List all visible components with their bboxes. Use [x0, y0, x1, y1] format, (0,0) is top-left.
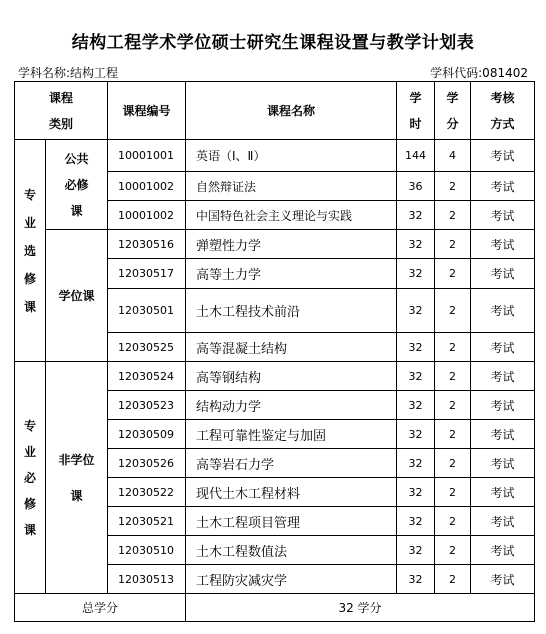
course-credits: 2 — [435, 230, 471, 259]
course-name: 高等岩石力学 — [186, 449, 397, 478]
category-char: 课 — [23, 299, 36, 314]
category-elective — [15, 140, 46, 362]
total-value: 32 学分 — [186, 594, 535, 622]
course-code: 12030516 — [108, 230, 186, 259]
header-category-line2: 类别 — [49, 116, 74, 131]
course-code: 10001001 — [108, 140, 186, 172]
course-code: 12030522 — [108, 478, 186, 507]
course-credits: 4 — [435, 140, 471, 172]
page-title: 结构工程学术学位硕士研究生课程设置与教学计划表 — [71, 33, 475, 53]
course-credits: 2 — [435, 172, 471, 201]
table-row — [15, 230, 535, 259]
course-code: 12030517 — [108, 259, 186, 289]
course-code: 12030521 — [108, 507, 186, 536]
course-hours: 32 — [397, 420, 435, 449]
header-credits — [435, 82, 471, 140]
course-code: 12030510 — [108, 536, 186, 565]
course-credits: 2 — [435, 289, 471, 333]
category-char: 选 — [23, 243, 36, 258]
header-exam — [471, 82, 535, 140]
course-credits: 2 — [435, 449, 471, 478]
table-row — [15, 362, 535, 391]
course-exam: 考试 — [471, 289, 535, 333]
course-exam: 考试 — [471, 478, 535, 507]
category-char: 修 — [23, 271, 36, 286]
group-line: 课 — [70, 203, 83, 218]
course-hours: 32 — [397, 565, 435, 594]
category-char: 专 — [23, 187, 36, 202]
course-hours: 36 — [397, 172, 435, 201]
course-name: 土木工程数值法 — [186, 536, 397, 565]
course-credits: 2 — [435, 565, 471, 594]
group-line: 必修 — [64, 177, 89, 192]
header-hours-line1: 学 — [409, 90, 422, 105]
course-code: 12030523 — [108, 391, 186, 420]
header-credits-line1: 学 — [446, 90, 459, 105]
group-line: 非学位 — [58, 452, 95, 467]
category-char: 必 — [23, 470, 36, 485]
course-code: 12030513 — [108, 565, 186, 594]
category-char: 修 — [23, 496, 36, 511]
course-name: 高等钢结构 — [186, 362, 397, 391]
course-exam: 考试 — [471, 391, 535, 420]
course-name: 工程可靠性鉴定与加固 — [186, 420, 397, 449]
course-credits: 2 — [435, 201, 471, 230]
course-name: 工程防灾减灾学 — [186, 565, 397, 594]
course-code: 12030524 — [108, 362, 186, 391]
course-exam: 考试 — [471, 140, 535, 172]
course-name: 英语（Ⅰ、Ⅱ） — [186, 140, 397, 172]
header-row — [15, 82, 535, 140]
course-hours: 32 — [397, 449, 435, 478]
course-exam: 考试 — [471, 230, 535, 259]
header-code: 课程编号 — [108, 82, 186, 140]
course-hours: 32 — [397, 333, 435, 362]
course-hours: 32 — [397, 259, 435, 289]
course-name: 土木工程项目管理 — [186, 507, 397, 536]
subject-name: 学科名称:结构工程 — [18, 66, 119, 80]
course-name: 结构动力学 — [186, 391, 397, 420]
header-credits-line2: 分 — [446, 116, 459, 131]
course-credits: 2 — [435, 259, 471, 289]
course-table — [14, 81, 535, 622]
course-exam: 考试 — [471, 333, 535, 362]
course-exam: 考试 — [471, 201, 535, 230]
category-required — [15, 362, 46, 594]
header-exam-line2: 方式 — [490, 116, 515, 131]
course-name: 高等土力学 — [186, 259, 397, 289]
course-exam: 考试 — [471, 420, 535, 449]
course-credits: 2 — [435, 362, 471, 391]
category-char: 课 — [23, 522, 36, 537]
category-char: 专 — [23, 418, 36, 433]
course-name: 高等混凝土结构 — [186, 333, 397, 362]
course-hours: 144 — [397, 140, 435, 172]
course-name: 弹塑性力学 — [186, 230, 397, 259]
group-public-required — [46, 140, 108, 230]
course-hours: 32 — [397, 478, 435, 507]
course-hours: 32 — [397, 391, 435, 420]
category-char: 业 — [23, 215, 36, 230]
header-hours — [397, 82, 435, 140]
course-code: 10001002 — [108, 201, 186, 230]
course-credits: 2 — [435, 478, 471, 507]
header-hours-line2: 时 — [409, 116, 422, 131]
course-credits: 2 — [435, 507, 471, 536]
total-label: 总学分 — [15, 594, 186, 622]
course-hours: 32 — [397, 536, 435, 565]
header-category-line1: 课程 — [49, 90, 74, 105]
course-exam: 考试 — [471, 362, 535, 391]
course-hours: 32 — [397, 507, 435, 536]
course-exam: 考试 — [471, 449, 535, 478]
course-name: 现代土木工程材料 — [186, 478, 397, 507]
course-exam: 考试 — [471, 259, 535, 289]
total-row — [15, 594, 535, 622]
course-credits: 2 — [435, 420, 471, 449]
course-code: 10001002 — [108, 172, 186, 201]
table-row — [15, 140, 535, 172]
header-category — [15, 82, 108, 140]
course-code: 12030525 — [108, 333, 186, 362]
group-line: 公共 — [64, 151, 89, 166]
course-exam: 考试 — [471, 565, 535, 594]
course-exam: 考试 — [471, 536, 535, 565]
course-credits: 2 — [435, 391, 471, 420]
course-exam: 考试 — [471, 507, 535, 536]
group-non-degree — [46, 362, 108, 594]
group-degree: 学位课 — [46, 230, 108, 362]
header-name: 课程名称 — [186, 82, 397, 140]
course-code: 12030509 — [108, 420, 186, 449]
course-hours: 32 — [397, 362, 435, 391]
course-exam: 考试 — [471, 172, 535, 201]
course-name: 土木工程技术前沿 — [186, 289, 397, 333]
category-char: 业 — [23, 444, 36, 459]
course-code: 12030526 — [108, 449, 186, 478]
course-credits: 2 — [435, 536, 471, 565]
course-name: 中国特色社会主义理论与实践 — [186, 201, 397, 230]
course-credits: 2 — [435, 333, 471, 362]
course-code: 12030501 — [108, 289, 186, 333]
course-name: 自然辩证法 — [186, 172, 397, 201]
course-hours: 32 — [397, 289, 435, 333]
subject-code: 学科代码:081402 — [430, 66, 528, 80]
course-hours: 32 — [397, 230, 435, 259]
course-hours: 32 — [397, 201, 435, 230]
group-line: 课 — [70, 488, 83, 503]
header-exam-line1: 考核 — [490, 90, 515, 105]
